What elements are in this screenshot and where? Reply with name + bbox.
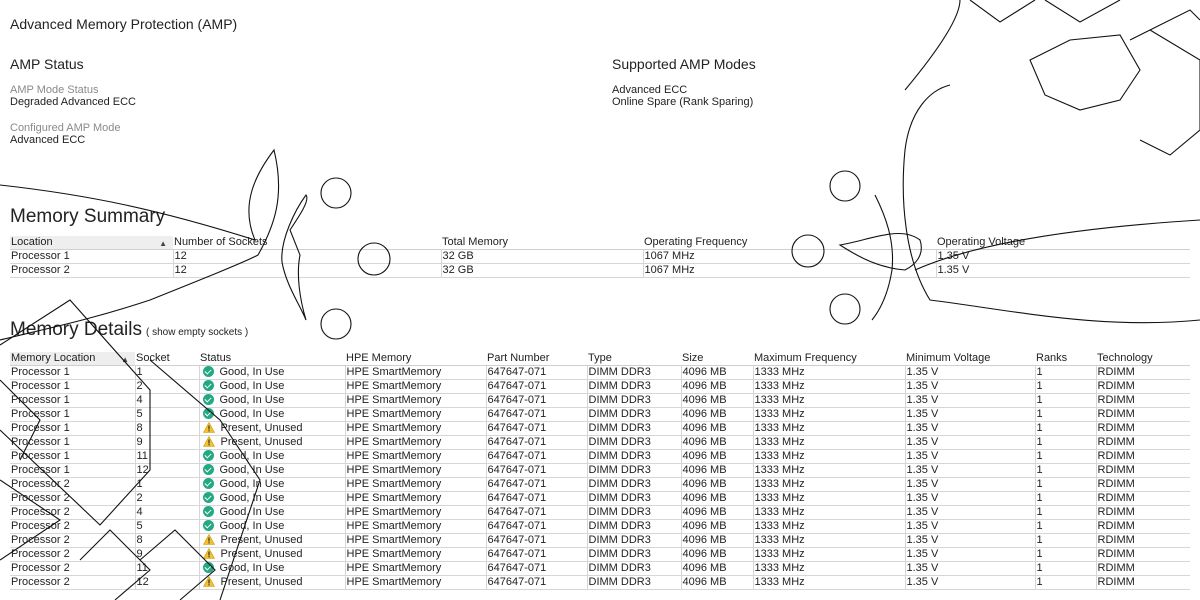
table-cell: 647647-071	[486, 478, 587, 492]
table-cell: DIMM DDR3	[587, 366, 681, 380]
table-cell: 1.35 V	[936, 264, 1190, 278]
amp-mode-status-label: AMP Mode Status	[10, 84, 99, 96]
table-cell: 1.35 V	[905, 576, 1035, 590]
supported-mode-item: Online Spare (Rank Sparing)	[612, 96, 754, 108]
table-cell: 32 GB	[441, 264, 643, 278]
table-cell: 4096 MB	[681, 422, 753, 436]
table-cell: HPE SmartMemory	[345, 520, 486, 534]
table-cell: HPE SmartMemory	[345, 394, 486, 408]
table-cell: DIMM DDR3	[587, 464, 681, 478]
table-cell: 647647-071	[486, 464, 587, 478]
table-cell: DIMM DDR3	[587, 422, 681, 436]
table-cell: 1333 MHz	[753, 576, 905, 590]
table-cell: 9	[135, 436, 199, 450]
table-cell: DIMM DDR3	[587, 506, 681, 520]
col-header-label: Location	[11, 236, 53, 248]
table-cell: 4096 MB	[681, 534, 753, 548]
table-cell: 11	[135, 562, 199, 576]
col-header-operating-frequency[interactable]: Operating Frequency	[643, 236, 936, 250]
table-cell	[199, 478, 345, 492]
check-circle-icon	[203, 450, 214, 461]
table-cell: Processor 1	[10, 436, 135, 450]
table-cell: DIMM DDR3	[587, 534, 681, 548]
table-row	[10, 366, 1190, 380]
table-cell: DIMM DDR3	[587, 436, 681, 450]
table-row	[10, 250, 1190, 264]
memory-details-table	[10, 352, 1190, 590]
table-cell: 4096 MB	[681, 478, 753, 492]
table-cell: 1	[1035, 548, 1096, 562]
table-cell: 1333 MHz	[753, 408, 905, 422]
table-row	[10, 436, 1190, 450]
sort-asc-icon[interactable]: ▲	[159, 239, 167, 248]
table-cell: 4	[135, 506, 199, 520]
table-row	[10, 408, 1190, 422]
table-cell: Processor 2	[10, 478, 135, 492]
table-cell: DIMM DDR3	[587, 576, 681, 590]
table-cell: RDIMM	[1096, 576, 1190, 590]
table-cell: 1.35 V	[905, 520, 1035, 534]
table-cell: HPE SmartMemory	[345, 450, 486, 464]
table-cell: 1067 MHz	[643, 264, 936, 278]
table-cell	[199, 576, 345, 590]
table-row	[10, 576, 1190, 590]
table-row	[10, 464, 1190, 478]
configured-amp-mode-value: Advanced ECC	[10, 134, 86, 146]
col-header-ranks[interactable]: Ranks	[1035, 352, 1096, 366]
table-cell: 647647-071	[486, 520, 587, 534]
check-circle-icon	[203, 464, 214, 475]
col-header-type[interactable]: Type	[587, 352, 681, 366]
status-text: Present, Unused	[220, 422, 303, 434]
table-row	[10, 264, 1190, 278]
warning-triangle-icon	[203, 576, 215, 587]
table-cell: Processor 1	[10, 380, 135, 394]
col-header-location[interactable]	[10, 236, 173, 250]
table-cell: HPE SmartMemory	[345, 534, 486, 548]
table-cell: 1	[1035, 436, 1096, 450]
table-cell: 1.35 V	[905, 562, 1035, 576]
table-cell: Processor 2	[10, 576, 135, 590]
table-cell: 1.35 V	[936, 250, 1190, 264]
table-cell: 4096 MB	[681, 548, 753, 562]
col-header-operating-voltage[interactable]: Operating Voltage	[936, 236, 1190, 250]
amp-mode-status-value: Degraded Advanced ECC	[10, 96, 136, 108]
table-cell: HPE SmartMemory	[345, 548, 486, 562]
check-circle-icon	[203, 520, 214, 531]
table-cell: RDIMM	[1096, 422, 1190, 436]
table-cell: 1	[1035, 366, 1096, 380]
table-cell: 1333 MHz	[753, 506, 905, 520]
status-text: Good, In Use	[219, 562, 285, 574]
table-cell: 1	[1035, 478, 1096, 492]
table-cell: Processor 1	[10, 394, 135, 408]
table-cell: 1.35 V	[905, 436, 1035, 450]
show-empty-sockets-link[interactable]: ( show empty sockets )	[145, 327, 249, 338]
memory-summary-table	[10, 236, 1190, 278]
table-cell: DIMM DDR3	[587, 380, 681, 394]
table-cell: 8	[135, 422, 199, 436]
table-cell: Processor 2	[10, 548, 135, 562]
table-cell: 4096 MB	[681, 562, 753, 576]
table-cell: RDIMM	[1096, 366, 1190, 380]
table-cell: 12	[135, 464, 199, 478]
table-cell: 2	[135, 380, 199, 394]
status-text: Good, In Use	[219, 394, 285, 406]
table-row	[10, 394, 1190, 408]
table-cell: Processor 1	[10, 464, 135, 478]
table-cell: HPE SmartMemory	[345, 478, 486, 492]
table-cell: 4096 MB	[681, 492, 753, 506]
table-cell: RDIMM	[1096, 534, 1190, 548]
table-row	[10, 450, 1190, 464]
table-cell: DIMM DDR3	[587, 450, 681, 464]
table-cell: 647647-071	[486, 492, 587, 506]
table-cell: 1	[1035, 534, 1096, 548]
status-text: Present, Unused	[220, 436, 303, 448]
col-header-label: Memory Location	[11, 352, 96, 364]
table-cell: HPE SmartMemory	[345, 464, 486, 478]
table-cell: 5	[135, 408, 199, 422]
table-cell: Processor 2	[10, 534, 135, 548]
table-cell: 1333 MHz	[753, 562, 905, 576]
table-cell: DIMM DDR3	[587, 548, 681, 562]
table-row	[10, 478, 1190, 492]
table-cell: 1	[1035, 422, 1096, 436]
col-header-socket[interactable]: Socket	[135, 352, 199, 366]
table-cell: 1333 MHz	[753, 394, 905, 408]
table-cell: 647647-071	[486, 408, 587, 422]
table-cell: HPE SmartMemory	[345, 436, 486, 450]
table-cell: 1.35 V	[905, 534, 1035, 548]
table-cell: Processor 2	[10, 264, 173, 278]
table-cell: 1.35 V	[905, 408, 1035, 422]
table-cell: 1.35 V	[905, 380, 1035, 394]
table-cell: DIMM DDR3	[587, 408, 681, 422]
configured-amp-mode-label: Configured AMP Mode	[10, 122, 121, 134]
table-cell: 1.35 V	[905, 492, 1035, 506]
table-row	[10, 506, 1190, 520]
table-cell	[199, 422, 345, 436]
sort-asc-icon[interactable]: ▲	[121, 355, 129, 364]
table-cell: 1.35 V	[905, 464, 1035, 478]
table-cell: 2	[135, 492, 199, 506]
status-text: Good, In Use	[219, 492, 285, 504]
col-header-part-number[interactable]: Part Number	[486, 352, 587, 366]
table-cell: 1.35 V	[905, 548, 1035, 562]
table-cell: 1333 MHz	[753, 464, 905, 478]
table-cell: Processor 1	[10, 366, 135, 380]
table-cell: 32 GB	[441, 250, 643, 264]
table-cell: DIMM DDR3	[587, 394, 681, 408]
table-cell: 1.35 V	[905, 394, 1035, 408]
table-cell: HPE SmartMemory	[345, 366, 486, 380]
warning-triangle-icon	[203, 534, 215, 545]
table-cell	[199, 394, 345, 408]
table-cell: 4096 MB	[681, 506, 753, 520]
table-row	[10, 492, 1190, 506]
check-circle-icon	[203, 394, 214, 405]
col-header-total-memory[interactable]: Total Memory	[441, 236, 643, 250]
table-cell: 1.35 V	[905, 478, 1035, 492]
status-text: Good, In Use	[219, 450, 285, 462]
check-circle-icon	[203, 380, 214, 391]
warning-triangle-icon	[203, 548, 215, 559]
table-cell: Processor 2	[10, 520, 135, 534]
memory-details-heading	[10, 319, 248, 341]
check-circle-icon	[203, 478, 214, 489]
table-cell	[199, 492, 345, 506]
table-cell: 647647-071	[486, 436, 587, 450]
table-cell: Processor 1	[10, 422, 135, 436]
table-cell: 1333 MHz	[753, 436, 905, 450]
table-cell: 8	[135, 534, 199, 548]
page-title: Advanced Memory Protection (AMP)	[10, 16, 238, 32]
supported-amp-modes-heading: Supported AMP Modes	[612, 56, 756, 72]
table-cell: HPE SmartMemory	[345, 422, 486, 436]
table-cell: 647647-071	[486, 534, 587, 548]
amp-status-heading: AMP Status	[10, 56, 84, 72]
table-header-row	[10, 352, 1190, 366]
supported-mode-item: Advanced ECC	[612, 84, 688, 96]
table-cell: Processor 2	[10, 506, 135, 520]
col-header-hpe-memory[interactable]: HPE Memory	[345, 352, 486, 366]
table-cell: 4	[135, 394, 199, 408]
table-cell: RDIMM	[1096, 464, 1190, 478]
configured-amp-mode-field	[10, 122, 570, 146]
status-text: Present, Unused	[220, 576, 303, 588]
table-cell: HPE SmartMemory	[345, 562, 486, 576]
table-cell: 1333 MHz	[753, 548, 905, 562]
table-cell: 12	[173, 264, 441, 278]
table-cell: Processor 1	[10, 450, 135, 464]
col-header-size[interactable]: Size	[681, 352, 753, 366]
table-cell	[199, 464, 345, 478]
table-cell: 12	[135, 576, 199, 590]
col-header-technology[interactable]: Technology	[1096, 352, 1190, 366]
table-cell: 11	[135, 450, 199, 464]
table-cell: 4096 MB	[681, 394, 753, 408]
col-header-minimum-voltage[interactable]: Minimum Voltage	[905, 352, 1035, 366]
check-circle-icon	[203, 562, 214, 573]
table-cell: 1333 MHz	[753, 380, 905, 394]
table-cell: HPE SmartMemory	[345, 506, 486, 520]
table-cell: RDIMM	[1096, 408, 1190, 422]
status-text: Present, Unused	[220, 534, 303, 546]
table-cell: 1.35 V	[905, 506, 1035, 520]
table-cell: 1.35 V	[905, 422, 1035, 436]
table-cell: 1	[1035, 450, 1096, 464]
check-circle-icon	[203, 492, 214, 503]
table-cell	[199, 548, 345, 562]
check-circle-icon	[203, 506, 214, 517]
table-cell: 1333 MHz	[753, 520, 905, 534]
table-cell	[199, 562, 345, 576]
table-row	[10, 548, 1190, 562]
table-cell: RDIMM	[1096, 562, 1190, 576]
supported-amp-modes-section	[612, 56, 1172, 108]
table-cell: 1333 MHz	[753, 492, 905, 506]
table-cell: 1333 MHz	[753, 422, 905, 436]
table-cell: RDIMM	[1096, 492, 1190, 506]
table-cell: 1.35 V	[905, 366, 1035, 380]
table-cell: 1.35 V	[905, 450, 1035, 464]
table-cell: RDIMM	[1096, 506, 1190, 520]
table-cell: Processor 1	[10, 408, 135, 422]
table-cell: 647647-071	[486, 422, 587, 436]
amp-mode-status-field	[10, 84, 570, 108]
table-cell: 647647-071	[486, 450, 587, 464]
table-cell: HPE SmartMemory	[345, 408, 486, 422]
table-cell	[199, 408, 345, 422]
table-cell	[199, 436, 345, 450]
col-header-memory-location[interactable]	[10, 352, 135, 366]
status-text: Good, In Use	[219, 408, 285, 420]
check-circle-icon	[203, 408, 214, 419]
table-cell: RDIMM	[1096, 548, 1190, 562]
table-cell: DIMM DDR3	[587, 520, 681, 534]
status-text: Good, In Use	[219, 478, 285, 490]
warning-triangle-icon	[203, 436, 215, 447]
table-cell: 1	[1035, 464, 1096, 478]
table-cell: 5	[135, 520, 199, 534]
table-cell: 9	[135, 548, 199, 562]
table-cell: 647647-071	[486, 380, 587, 394]
table-cell: 1333 MHz	[753, 450, 905, 464]
table-cell	[199, 534, 345, 548]
table-cell: 647647-071	[486, 366, 587, 380]
table-cell: 647647-071	[486, 548, 587, 562]
table-cell: 4096 MB	[681, 408, 753, 422]
table-cell: 4096 MB	[681, 436, 753, 450]
warning-triangle-icon	[203, 422, 215, 433]
table-cell: RDIMM	[1096, 478, 1190, 492]
table-cell: 1	[1035, 492, 1096, 506]
status-text: Good, In Use	[219, 506, 285, 518]
table-header-row	[10, 236, 1190, 250]
table-cell: 1333 MHz	[753, 534, 905, 548]
table-cell: 4096 MB	[681, 520, 753, 534]
table-cell: 1	[1035, 576, 1096, 590]
table-cell: RDIMM	[1096, 450, 1190, 464]
table-row	[10, 534, 1190, 548]
status-text: Good, In Use	[219, 464, 285, 476]
status-text: Good, In Use	[219, 520, 285, 532]
table-cell: 1	[135, 478, 199, 492]
table-cell: 647647-071	[486, 562, 587, 576]
memory-details-title: Memory Details	[10, 319, 142, 340]
table-cell: 4096 MB	[681, 380, 753, 394]
table-cell: RDIMM	[1096, 380, 1190, 394]
table-cell	[199, 380, 345, 394]
table-cell: Processor 2	[10, 492, 135, 506]
status-text: Present, Unused	[220, 548, 303, 560]
table-cell: 1	[1035, 506, 1096, 520]
table-cell: 1	[135, 366, 199, 380]
table-cell: RDIMM	[1096, 394, 1190, 408]
table-row	[10, 562, 1190, 576]
table-cell	[199, 450, 345, 464]
table-cell: HPE SmartMemory	[345, 380, 486, 394]
table-cell: 4096 MB	[681, 450, 753, 464]
table-cell: DIMM DDR3	[587, 562, 681, 576]
status-text: Good, In Use	[219, 366, 285, 378]
table-cell	[199, 366, 345, 380]
status-text: Good, In Use	[219, 380, 285, 392]
table-cell: 1	[1035, 520, 1096, 534]
table-cell: 1	[1035, 562, 1096, 576]
table-cell: 647647-071	[486, 506, 587, 520]
table-cell: HPE SmartMemory	[345, 492, 486, 506]
table-cell: 647647-071	[486, 394, 587, 408]
table-cell: 1	[1035, 408, 1096, 422]
table-cell: 647647-071	[486, 576, 587, 590]
table-cell: 1333 MHz	[753, 478, 905, 492]
table-cell: 4096 MB	[681, 366, 753, 380]
table-cell: 4096 MB	[681, 576, 753, 590]
col-header-number-of-sockets[interactable]: Number of Sockets	[173, 236, 441, 250]
table-cell: 1067 MHz	[643, 250, 936, 264]
table-row	[10, 422, 1190, 436]
table-row	[10, 380, 1190, 394]
table-cell	[199, 520, 345, 534]
table-cell: 1	[1035, 394, 1096, 408]
col-header-maximum-frequency[interactable]: Maximum Frequency	[753, 352, 905, 366]
amp-status-section	[10, 56, 570, 160]
table-row	[10, 520, 1190, 534]
table-cell: DIMM DDR3	[587, 478, 681, 492]
table-cell: HPE SmartMemory	[345, 576, 486, 590]
table-cell: 4096 MB	[681, 464, 753, 478]
table-cell: DIMM DDR3	[587, 492, 681, 506]
table-cell: Processor 2	[10, 562, 135, 576]
table-cell: 12	[173, 250, 441, 264]
table-cell: Processor 1	[10, 250, 173, 264]
memory-summary-heading: Memory Summary	[10, 206, 166, 227]
table-cell: RDIMM	[1096, 520, 1190, 534]
col-header-status[interactable]: Status	[199, 352, 345, 366]
table-cell: RDIMM	[1096, 436, 1190, 450]
table-cell: 1	[1035, 380, 1096, 394]
table-cell	[199, 506, 345, 520]
check-circle-icon	[203, 366, 214, 377]
table-cell: 1333 MHz	[753, 366, 905, 380]
